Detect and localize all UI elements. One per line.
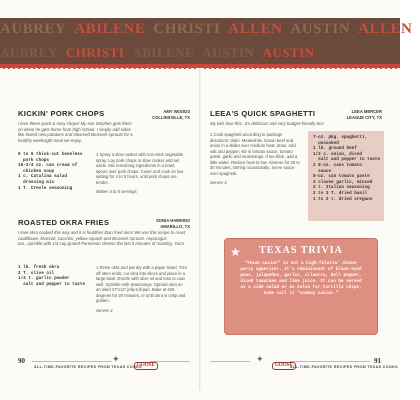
book-logo: GOOSE: [134, 362, 158, 370]
texas-trivia-card: [224, 238, 378, 335]
texas-outline-icon: ✦: [112, 354, 120, 364]
ingredients-box-spaghetti: [308, 131, 384, 221]
recipe-title-pork-chops: KICKIN' PORK CHOPS: [18, 109, 105, 118]
footer-title-left: ALL-TIME-FAVORITE RECIPES FROM TEXAS COOKS: [34, 365, 142, 369]
ingredients-okra-fries: 1 lb. fresh okra 2 T. olive oil 1/4 t. garlic powder salt and pepper to taste: [18, 265, 86, 287]
texas-star-icon: ★: [230, 245, 241, 259]
banner-text-row-1: AUBREY ABILENE CHRISTI ALLEN AUSTIN ALLEN: [0, 21, 413, 37]
banner-text-row-2: AUBREY CHRISTI ABILENE AUSTIN AUSTIN: [0, 45, 315, 60]
recipe-intro-okra-fries: I love okra cooked this way and it is healthier than fried okra! We use this recipe to roast cauliflower, broccoli, zucchini, yellow squash and Brussels sprouts. Asparagus too...sprinkle with 1/4 cup grated Parmesan cheese the last 5 minutes of roasting. Yum!: [18, 230, 186, 247]
page-number-left: 90: [18, 357, 25, 365]
steps-spaghetti: 1 Cook spaghetti according to package directions; drain. Meanwhile, brown beef and onion in a skillet over medium heat; drain. Add salt and pepper; stir in tomato sauce, tomato paste, garlic and seasonings. If too thick, add a little water. Reduce heat to low. Simmer for 20 to 30 minutes, stirring occasionally. Serve sauce over spaghetti. Serves 4: [210, 132, 300, 185]
recipe-title-spaghetti: LEEA'S QUICK SPAGHETTI: [210, 109, 316, 118]
footer-rule-left-2: [150, 361, 190, 362]
ingredients-pork-chops: 5 to 6 thick-cut boneless pork chops 10-3/4 oz. can cream of chicken soup 1 c. Catalina salad dressing mix 1 T. Creole seasoning: [18, 152, 83, 191]
trivia-text: "Texas caviar" is not a high-falutin' dinner party appetizer. It's reminiscent of black-eyed peas, jalapeños, garlic, cilantro, bell pepper, diced tomatoes and lime juice. It can be served as a side salad or as salsa for tortilla chips. Some call it "cowboy caviar.": [240, 261, 362, 296]
page-gutter: [199, 68, 201, 390]
recipe-title-okra-fries: ROASTED OKRA FRIES: [18, 218, 110, 227]
steps-okra-fries: 1 Rinse okra and pat dry with a paper towel. Trim off stem ends; cut okra into slices and place in a large bowl. Drizzle with olive oil and toss to coat well. Sprinkle with seasonings. Spread okra on an oiled 17"x12" jelly-roll pan. Bake at 425 degrees for 20 minutes, or until okra is crisp and golden. Serves 4: [96, 265, 188, 313]
recipe-byline-pork-chops: AMY WOODS COLLINSVILLE, TX: [152, 109, 190, 120]
footer-title-right: ALL-TIME-FAVORITE RECIPES FROM TEXAS COOKS: [290, 365, 398, 369]
page-number-right: 91: [374, 357, 381, 365]
steps-pork-chops: 1 Spray a slow cooker with non-stick vegetable spray. Lay pork chops in slow cooker and set aside. Mix remaining ingredients in a bowl; spoon over pork chops. Cover and cook on low setting for 4 to 5 hours, until pork chops are tender. Makes 4 to 6 servings: [96, 152, 184, 194]
recipe-intro-spaghetti: My kids love this...it's delicious and very budget-friendly too!: [210, 121, 324, 126]
ingredients-spaghetti: 7-oz. pkg. spaghetti, uncooked 1 lb. ground beef 1/2 c. onion, diced salt and pepper to taste 2 8-oz. cans tomato sauce 8-oz. can tomato paste 3 cloves garlic, minced 2 t. Italian seasoning 2 to 3 T. dried basil 1 to 2 t. dried oregano: [313, 135, 381, 202]
book-logo-right: GOOSE: [272, 362, 296, 370]
recipe-byline-spaghetti: LEEA MERCER LEAGUE CITY, TX: [346, 109, 382, 120]
recipe-intro-pork-chops: I love these quick & easy chops! My son Stephen gets them on when he gets home from high school. I simply add sides like boiled new potatoes and steamed Brussels sprouts for a healthy weeknight meal we enjoy.: [18, 121, 133, 143]
footer-rule-left: [32, 361, 112, 362]
footer-rule-right-2: [290, 361, 370, 362]
recipe-byline-okra-fries: SONIA HAWKINS AMARILLO, TX: [155, 218, 190, 229]
footer-rule-right: [210, 361, 250, 362]
decorative-banner: [0, 18, 413, 66]
trivia-title: TEXAS TRIVIA: [259, 245, 343, 256]
texas-outline-icon-right: ✦: [256, 354, 264, 364]
